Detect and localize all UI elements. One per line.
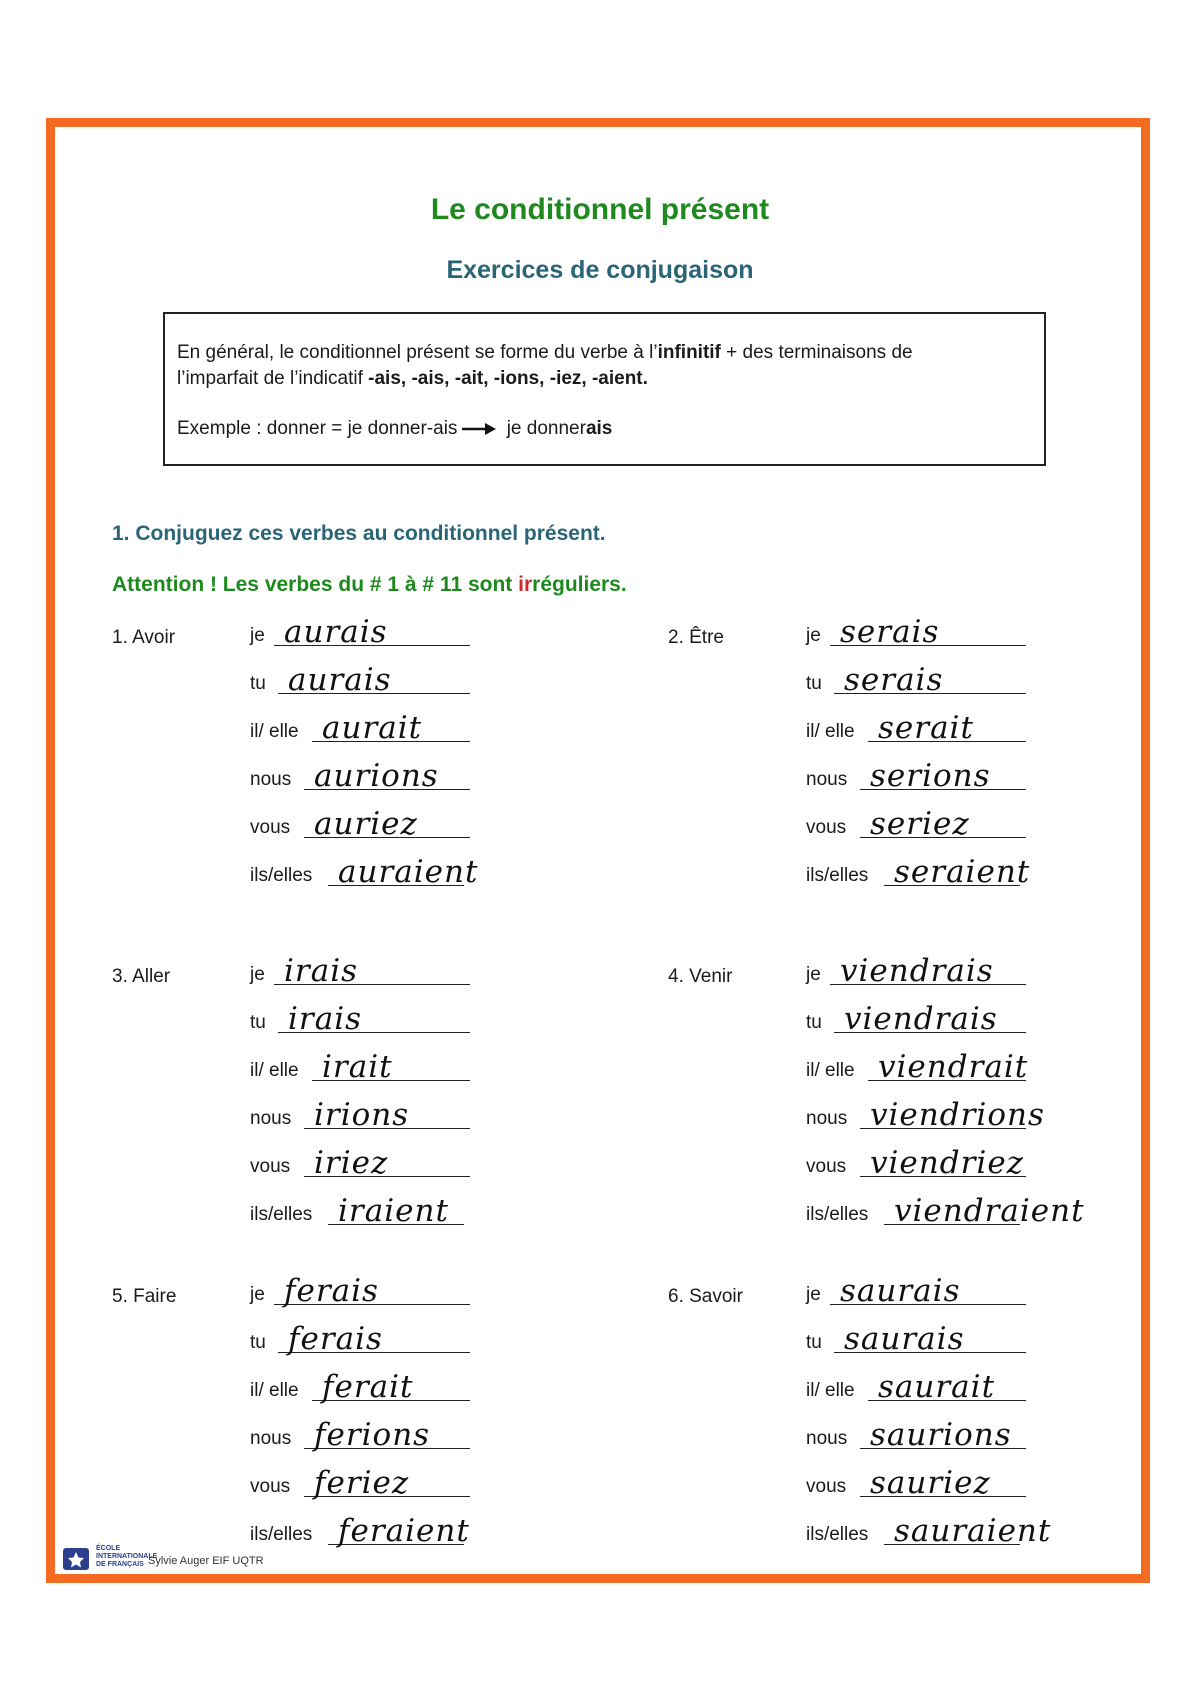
exercise-instruction: 1. Conjuguez ces verbes au conditionnel présent. <box>112 522 606 545</box>
handwritten-answer: iraient <box>338 1193 449 1229</box>
conjugation-row <box>806 1191 1166 1231</box>
conjugation-row <box>250 1463 610 1503</box>
pronoun: il/ elle <box>250 721 299 742</box>
pronoun: nous <box>806 769 848 790</box>
handwritten-answer: irais <box>288 1001 363 1037</box>
handwritten-answer: saurais <box>844 1321 965 1357</box>
conjugation-row <box>250 756 610 796</box>
verb-title: 2. Être <box>668 627 724 648</box>
attention-note: Attention ! Les verbes du # 1 à # 11 sont irréguliers. <box>112 573 627 596</box>
verb-block <box>112 953 672 1255</box>
handwritten-answer: serais <box>844 662 944 698</box>
rule-example: Exemple : donner = je donner-ais je donnerais <box>177 418 613 439</box>
pronoun: il/ elle <box>250 1380 299 1401</box>
page-subtitle: Exercices de conjugaison <box>446 256 754 284</box>
rule-line-2: l’imparfait de l’indicatif -ais, -ais, -ait, -ions, -iez, -aient. <box>177 368 648 389</box>
school-logo-text: ÉCOLE INTERNATIONALE DE FRANÇAIS <box>96 1545 158 1568</box>
handwritten-answer: ferais <box>284 1273 379 1309</box>
handwritten-answer: irait <box>322 1049 393 1085</box>
pronoun: vous <box>806 1476 847 1497</box>
pronoun: je <box>250 1284 265 1305</box>
handwritten-answer: viendrions <box>870 1097 1045 1133</box>
pronoun: tu <box>250 1012 266 1033</box>
pronoun: vous <box>806 817 847 838</box>
conjugation-row <box>806 951 1166 991</box>
pronoun: vous <box>250 817 291 838</box>
pronoun: je <box>806 1284 821 1305</box>
pronoun: vous <box>250 1476 291 1497</box>
handwritten-answer: serais <box>840 614 940 650</box>
handwritten-answer: sauriez <box>870 1465 991 1501</box>
pronoun: je <box>250 964 265 985</box>
arrow-right-icon <box>461 422 497 436</box>
pronoun: il/ elle <box>806 1380 855 1401</box>
page-title: Le conditionnel présent <box>430 193 770 226</box>
pronoun: ils/elles <box>250 1524 313 1545</box>
conjugation-row <box>806 852 1166 892</box>
conjugation-row <box>806 1047 1166 1087</box>
conjugation-row <box>250 951 610 991</box>
handwritten-answer: feraient <box>338 1513 470 1549</box>
verb-title: 6. Savoir <box>668 1286 743 1307</box>
pronoun: ils/elles <box>250 1204 313 1225</box>
conjugation-row <box>250 1319 610 1359</box>
verb-title: 5. Faire <box>112 1286 177 1307</box>
handwritten-answer: saurions <box>870 1417 1012 1453</box>
conjugation-row <box>250 660 610 700</box>
handwritten-answer: viendrait <box>878 1049 1029 1085</box>
conjugation-row <box>806 1095 1166 1135</box>
pronoun: nous <box>806 1428 848 1449</box>
handwritten-answer: aurait <box>322 710 423 746</box>
conjugation-row <box>250 1191 610 1231</box>
conjugation-row <box>806 1271 1166 1311</box>
conjugation-row <box>806 1511 1166 1551</box>
conjugation-row <box>250 1271 610 1311</box>
pronoun: nous <box>250 1428 292 1449</box>
conjugation-row <box>250 852 610 892</box>
pronoun: ils/elles <box>806 865 869 886</box>
verb-block <box>668 1273 1200 1575</box>
conjugation-row <box>806 1319 1166 1359</box>
handwritten-answer: iriez <box>314 1145 389 1181</box>
handwritten-answer: saurait <box>878 1369 996 1405</box>
handwritten-answer: ferais <box>288 1321 383 1357</box>
handwritten-answer: aurions <box>314 758 439 794</box>
conjugation-row <box>250 804 610 844</box>
rule-line-1: En général, le conditionnel présent se forme du verbe à l’infinitif + des terminaisons de <box>177 342 913 363</box>
pronoun: il/ elle <box>250 1060 299 1081</box>
pronoun: tu <box>806 1332 822 1353</box>
conjugation-row <box>806 1143 1166 1183</box>
handwritten-answer: saurais <box>840 1273 961 1309</box>
conjugation-row <box>250 708 610 748</box>
handwritten-answer: irais <box>284 953 359 989</box>
school-logo-icon <box>62 1545 92 1575</box>
handwritten-answer: seriez <box>870 806 970 842</box>
conjugation-row <box>250 1143 610 1183</box>
conjugation-row <box>806 999 1166 1039</box>
pronoun: nous <box>250 769 292 790</box>
pronoun: je <box>806 625 821 646</box>
handwritten-answer: viendrais <box>844 1001 998 1037</box>
pronoun: tu <box>250 673 266 694</box>
conjugation-row <box>250 1367 610 1407</box>
conjugation-row <box>806 804 1166 844</box>
handwritten-answer: auriez <box>314 806 418 842</box>
pronoun: ils/elles <box>250 865 313 886</box>
conjugation-row <box>806 1415 1166 1455</box>
conjugation-row <box>250 1095 610 1135</box>
pronoun: vous <box>250 1156 291 1177</box>
handwritten-answer: viendraient <box>894 1193 1085 1229</box>
verb-block <box>668 614 1200 916</box>
pronoun: ils/elles <box>806 1204 869 1225</box>
handwritten-answer: ferait <box>322 1369 414 1405</box>
conjugation-row <box>806 660 1166 700</box>
pronoun: tu <box>806 1012 822 1033</box>
pronoun: ils/elles <box>806 1524 869 1545</box>
pronoun: tu <box>806 673 822 694</box>
handwritten-answer: serait <box>878 710 974 746</box>
pronoun: je <box>250 625 265 646</box>
handwritten-answer: ferions <box>314 1417 431 1453</box>
pronoun: il/ elle <box>806 721 855 742</box>
pronoun: nous <box>806 1108 848 1129</box>
handwritten-answer: aurais <box>288 662 392 698</box>
handwritten-answer: feriez <box>314 1465 410 1501</box>
handwritten-answer: sauraient <box>894 1513 1052 1549</box>
conjugation-row <box>250 1047 610 1087</box>
verb-title: 4. Venir <box>668 966 733 987</box>
handwritten-answer: seraient <box>894 854 1031 890</box>
handwritten-answer: viendrais <box>840 953 994 989</box>
conjugation-row <box>250 999 610 1039</box>
conjugation-row <box>806 708 1166 748</box>
conjugation-row <box>806 1463 1166 1503</box>
handwritten-answer: aurais <box>284 614 388 650</box>
conjugation-row <box>806 1367 1166 1407</box>
handwritten-answer: serions <box>870 758 991 794</box>
verb-title: 3. Aller <box>112 966 171 987</box>
footer <box>62 1543 322 1579</box>
rule-box <box>163 312 1046 466</box>
conjugation-row <box>250 1415 610 1455</box>
verb-title: 1. Avoir <box>112 627 176 648</box>
pronoun: tu <box>250 1332 266 1353</box>
pronoun: vous <box>806 1156 847 1177</box>
verb-block <box>112 614 672 916</box>
conjugation-row <box>806 612 1166 652</box>
pronoun: je <box>806 964 821 985</box>
conjugation-row <box>250 612 610 652</box>
handwritten-answer: irions <box>314 1097 410 1133</box>
verb-block <box>668 953 1200 1255</box>
pronoun: nous <box>250 1108 292 1129</box>
conjugation-row <box>806 756 1166 796</box>
handwritten-answer: auraient <box>338 854 479 890</box>
author-credit: Sylvie Auger EIF UQTR <box>148 1555 264 1567</box>
handwritten-answer: viendriez <box>870 1145 1024 1181</box>
verb-block <box>112 1273 672 1575</box>
pronoun: il/ elle <box>806 1060 855 1081</box>
